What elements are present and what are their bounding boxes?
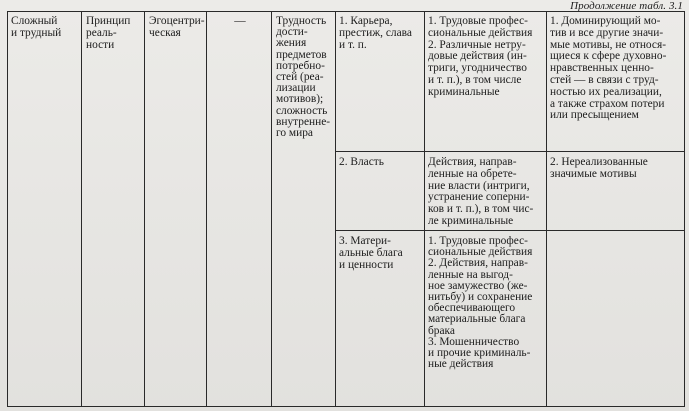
cell-orientation: Эгоцентри- ческая xyxy=(149,15,205,39)
data-table xyxy=(7,11,685,407)
row-divider xyxy=(335,151,685,152)
cell-principle: Принцип реаль- ности xyxy=(86,15,131,51)
table-caption: Продолжение табл. 3.1 xyxy=(570,0,683,12)
row-divider xyxy=(335,230,685,231)
subrow-3-object: 3. Матери- альные блага и ценности xyxy=(339,235,403,271)
subrow-2-object: 2. Власть xyxy=(339,156,384,168)
column-divider xyxy=(335,12,336,406)
cell-type: Сложный и трудный xyxy=(11,15,62,39)
cell-difficulty: Трудность дости- жения предметов потребно- стей (реа- лизации мотивов); сложность внутренне- го мира xyxy=(276,15,331,140)
column-divider xyxy=(81,12,82,406)
column-divider xyxy=(271,12,272,406)
cell-empty-dash: — xyxy=(234,15,246,27)
column-divider xyxy=(546,12,547,406)
subrow-2-motives: 2. Нереализованные значимые мотивы xyxy=(550,156,648,180)
subrow-1-object: 1. Карьера, престиж, слава и т. п. xyxy=(339,15,412,51)
subrow-2-actions: Действия, направ- ленные на обрете- ние власти (интриги, устранение соперни- ков и т. п.), в том чис- ле криминальные xyxy=(428,156,534,227)
column-divider xyxy=(424,12,425,406)
column-divider xyxy=(144,12,145,406)
subrow-1-actions: 1. Трудовые профес- сиональные действия 2. Различные нетру- довые действия (ин- триги, угодничество и т. п.), в том числе криминальные xyxy=(428,15,533,98)
subrow-1-motives: 1. Доминирующий мо- тив и все другие значи- мые мотивы, не относя- щиеся к сфере духовно- нравственных ценно- стей — в связи с труд- ностью их реализации, а также страхом потери или пресыщением xyxy=(550,15,667,122)
column-divider xyxy=(206,12,207,406)
subrow-3-actions: 1. Трудовые профес- сиональные действия 2. Действия, направ- ленные на выгод- ное замужество (же- нитьбу) и сохранение обеспечивающего материальные блага брака 3. Мошенничество и прочие криминаль- ные действия xyxy=(428,235,533,371)
